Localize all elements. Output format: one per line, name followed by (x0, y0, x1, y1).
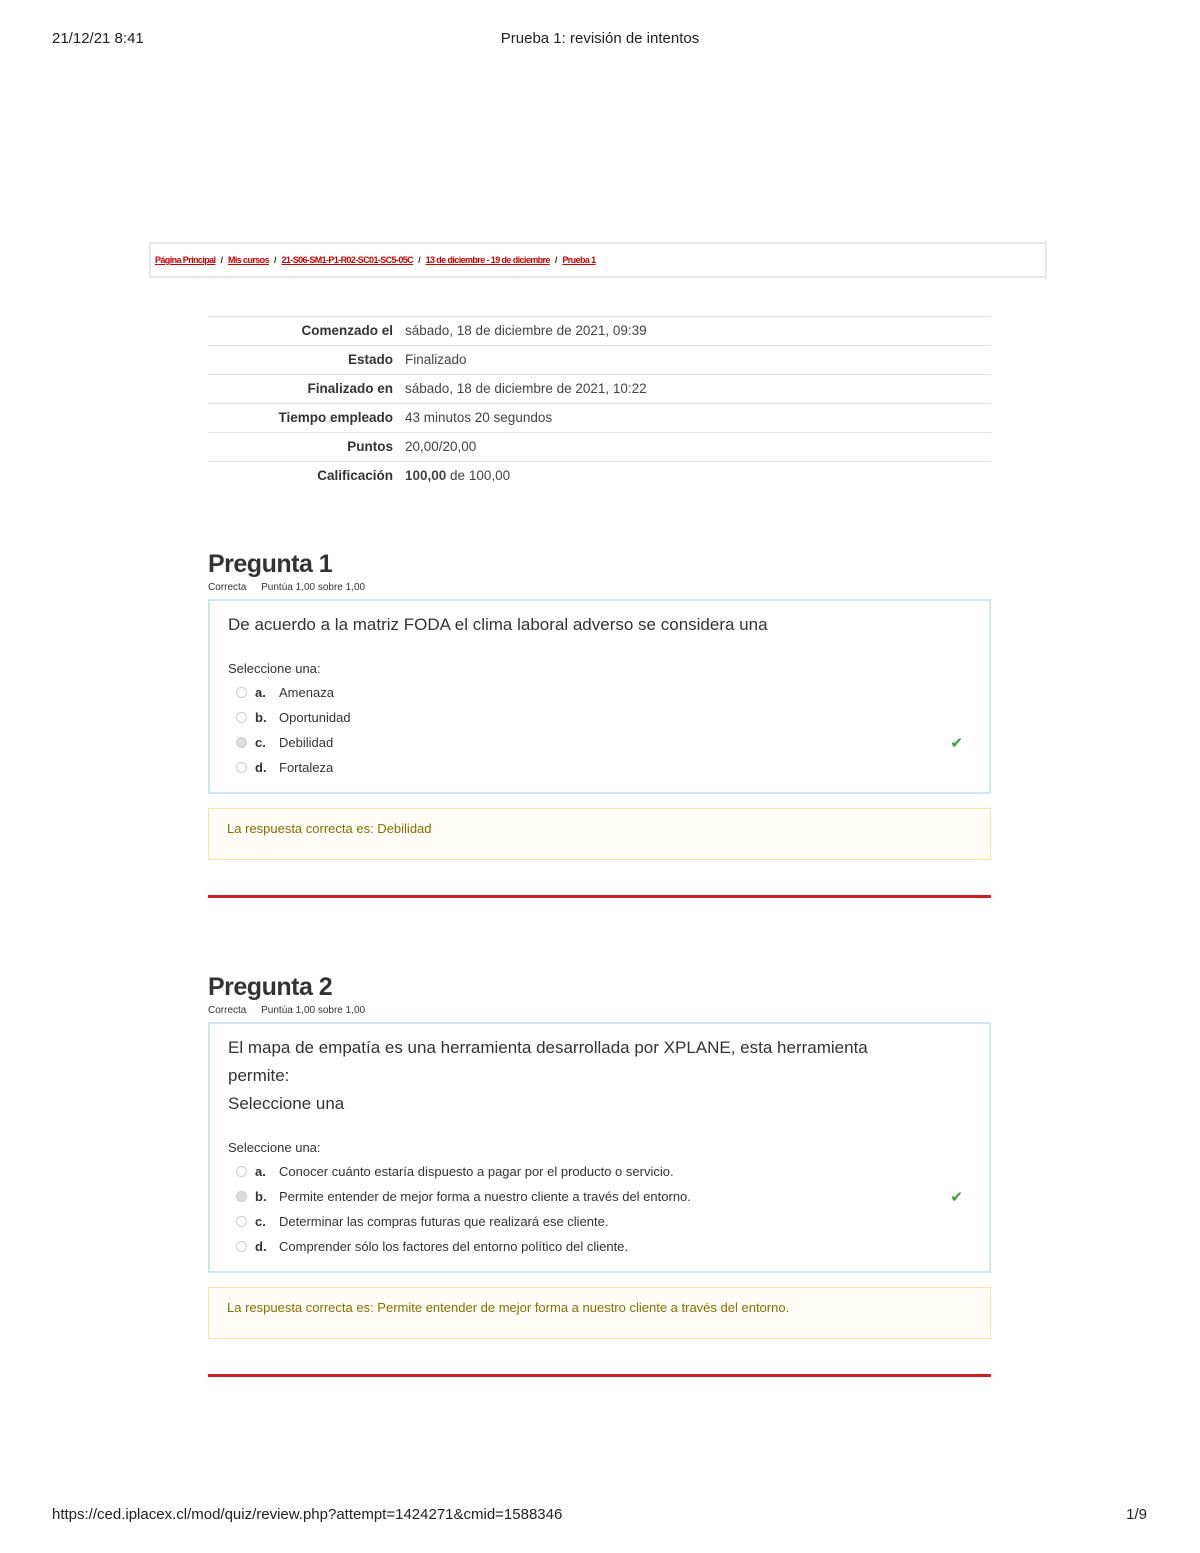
answer-list (228, 680, 971, 780)
summary-row (208, 404, 991, 433)
radio-icon[interactable] (236, 762, 247, 773)
breadcrumb-separator: / (273, 255, 277, 265)
breadcrumb-section[interactable]: 13 de diciembre - 19 de diciembre (425, 255, 550, 265)
radio-icon[interactable] (236, 1191, 247, 1202)
answer-text: Oportunidad (279, 710, 351, 725)
breadcrumb-separator: / (554, 255, 558, 265)
summary-value (399, 462, 991, 491)
answer-prompt: Seleccione una: (228, 661, 321, 676)
question-meta (208, 582, 991, 596)
question-divider (208, 895, 991, 898)
answer-option[interactable] (228, 1234, 971, 1259)
answer-letter: b. (255, 710, 267, 725)
question-meta (208, 1005, 991, 1019)
summary-label: Finalizado en (208, 375, 399, 404)
attempt-summary-table (208, 316, 991, 490)
summary-label: Calificación (208, 462, 399, 491)
question-1 (208, 550, 991, 898)
question-score: Puntúa 1,00 sobre 1,00 (261, 582, 366, 593)
answer-option[interactable] (228, 1209, 971, 1234)
breadcrumb-quiz[interactable]: Prueba 1 (562, 255, 596, 265)
summary-row (208, 433, 991, 462)
summary-value: 20,00/20,00 (399, 433, 991, 462)
summary-value: 43 minutos 20 segundos (399, 404, 991, 433)
answer-option[interactable] (228, 1159, 971, 1184)
summary-row (208, 317, 991, 346)
summary-value: Finalizado (399, 346, 991, 375)
question-text: El mapa de empatía es una herramienta desarrollada por XPLANE, esta herramienta permite: (228, 1038, 868, 1085)
print-title: Prueba 1: revisión de intentos (500, 30, 700, 47)
summary-value: sábado, 18 de diciembre de 2021, 10:22 (399, 375, 991, 404)
print-date: 21/12/21 8:41 (52, 30, 144, 47)
breadcrumb-my-courses[interactable]: Mis cursos (227, 255, 269, 265)
correct-answer-feedback: La respuesta correcta es: Permite entender de mejor forma a nuestro cliente a través del entorno. (208, 1287, 991, 1339)
radio-icon[interactable] (236, 712, 247, 723)
grade-max: de 100,00 (446, 468, 511, 483)
answer-prompt: Seleccione una: (228, 1140, 321, 1155)
breadcrumb-home[interactable]: Página Principal (155, 255, 216, 265)
answer-text: Amenaza (279, 685, 334, 700)
question-text: De acuerdo a la matriz FODA el clima laboral adverso se considera una (228, 615, 768, 634)
answer-letter: b. (255, 1189, 267, 1204)
answer-text: Comprender sólo los factores del entorno político del cliente. (279, 1239, 629, 1254)
breadcrumb (149, 242, 1047, 278)
answer-letter: a. (255, 685, 266, 700)
breadcrumb-course[interactable]: 21-S06-SM1-P1-R02-SC01-SC5-05C (281, 255, 414, 265)
question-score: Puntúa 1,00 sobre 1,00 (261, 1005, 366, 1016)
summary-row (208, 375, 991, 404)
summary-label: Tiempo empleado (208, 404, 399, 433)
print-url: https://ced.iplacex.cl/mod/quiz/review.php?attempt=1424271&cmid=1588346 (52, 1506, 563, 1523)
answer-letter: d. (255, 1239, 267, 1254)
question-box (208, 599, 991, 794)
answer-letter: d. (255, 760, 267, 775)
question-text-instruction: Seleccione una (228, 1094, 345, 1113)
summary-value: sábado, 18 de diciembre de 2021, 09:39 (399, 317, 991, 346)
question-status: Correcta (208, 582, 247, 593)
radio-icon[interactable] (236, 1166, 247, 1177)
summary-row (208, 346, 991, 375)
question-box (208, 1022, 991, 1273)
summary-row (208, 462, 991, 491)
print-header (0, 30, 1200, 50)
summary-label: Puntos (208, 433, 399, 462)
breadcrumb-separator: / (418, 255, 421, 265)
answer-option-selected[interactable] (228, 1184, 971, 1209)
summary-label: Estado (208, 346, 399, 375)
answer-option[interactable] (228, 755, 971, 780)
breadcrumb-separator: / (220, 255, 223, 265)
summary-label: Comenzado el (208, 317, 399, 346)
grade-value: 100,00 (405, 468, 447, 483)
page-number: 1/9 (1126, 1506, 1147, 1523)
radio-icon[interactable] (236, 1241, 247, 1252)
answer-text: Determinar las compras futuras que realizará ese cliente. (279, 1214, 609, 1229)
question-status: Correcta (208, 1005, 247, 1016)
answer-letter: c. (255, 735, 266, 750)
answer-text: Fortaleza (279, 760, 334, 775)
answer-list (228, 1159, 971, 1259)
answer-letter: c. (255, 1214, 266, 1229)
correct-answer-feedback: La respuesta correcta es: Debilidad (208, 808, 991, 860)
question-divider (208, 1374, 991, 1377)
radio-icon[interactable] (236, 687, 247, 698)
radio-icon[interactable] (236, 737, 247, 748)
radio-icon[interactable] (236, 1216, 247, 1227)
check-icon: ✔ (950, 734, 963, 752)
answer-text: Permite entender de mejor forma a nuestro cliente a través del entorno. (279, 1189, 691, 1204)
answer-text: Conocer cuánto estaría dispuesto a pagar por el producto o servicio. (279, 1164, 674, 1179)
question-title: Pregunta 1 (208, 550, 333, 578)
answer-option-selected[interactable] (228, 730, 971, 755)
answer-letter: a. (255, 1164, 266, 1179)
answer-text: Debilidad (279, 735, 334, 750)
question-2 (208, 973, 991, 1377)
answer-option[interactable] (228, 680, 971, 705)
check-icon: ✔ (950, 1188, 963, 1206)
answer-option[interactable] (228, 705, 971, 730)
question-title: Pregunta 2 (208, 973, 333, 1001)
